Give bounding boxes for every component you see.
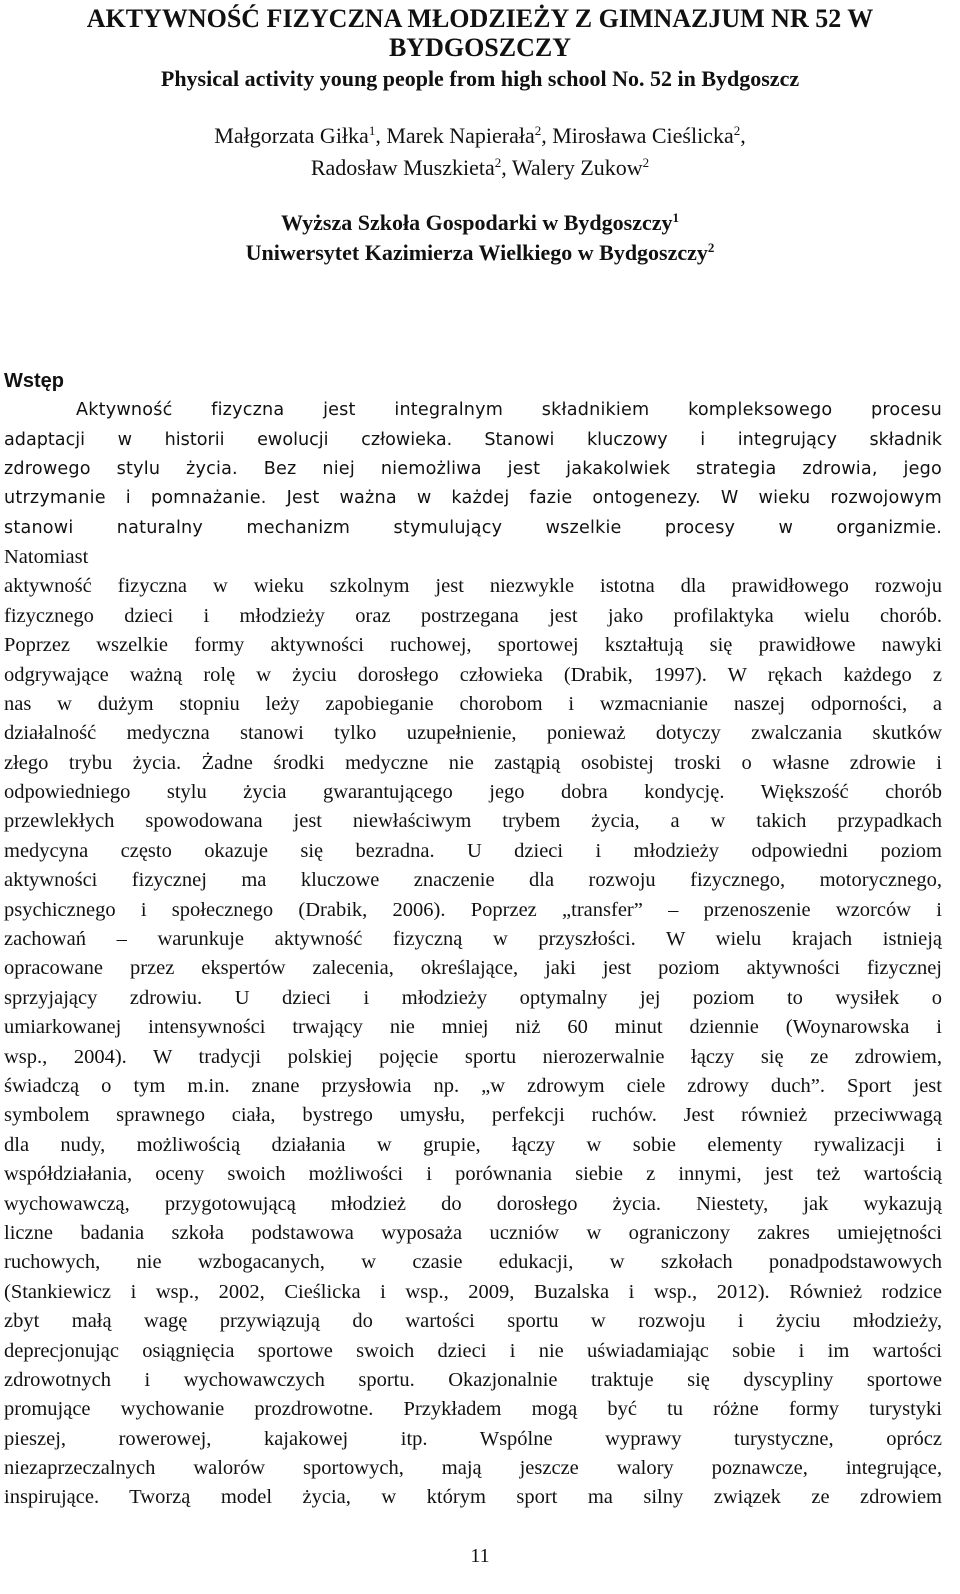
affiliation-marker: 2 <box>707 240 715 255</box>
paragraph-line: przewlekłych spowodowana jest niewłaściwym trybem życia, a w takich przypadkach <box>4 810 942 833</box>
paragraph-line: odgrywające ważną rolę w życiu dorosłego człowieka (Drabik, 1997). W rękach każdego z <box>4 663 942 686</box>
author-name: Małgorzata Giłka <box>214 123 369 148</box>
paragraph-line: opracowane przez ekspertów zalecenia, określające, jaki jest poziom aktywności fizycznej <box>4 957 942 980</box>
author-affiliation-marker: 2 <box>642 155 650 170</box>
author-name: Mirosława Cieślicka <box>552 123 734 148</box>
author-affiliation-marker: 1 <box>368 123 376 138</box>
paragraph-line: dla nudy, możliwością działania w grupie, łączy w sobie elementy rywalizacji i <box>4 1133 942 1156</box>
author-affiliation-marker: 2 <box>494 155 502 170</box>
paragraph-line: umiarkowanej intensywności trwający nie mniej niż 60 minut dziennie (Woynarowska i <box>4 1016 942 1039</box>
author-name: Marek Napierała <box>386 123 535 148</box>
paragraph-line <box>4 425 942 454</box>
paragraph-line: liczne badania szkoła podstawowa wyposaża uczniów w ograniczony zakres umiejętności <box>4 1221 942 1244</box>
author-separator: , <box>740 123 746 148</box>
paragraph-line: (Stankiewicz i wsp., 2002, Cieślicka i wsp., 2009, Buzalska i wsp., 2012). Również rodzice <box>4 1280 942 1303</box>
paragraph-line: wsp., 2004). W tradycji polskiej pojęcie sportu nierozerwalnie łączy się ze zdrowiem, <box>4 1045 942 1068</box>
paragraph-line: złego trybu życia. Żadne środki medyczne nie zastąpią osobistej troski o własne zdrowie i <box>4 751 942 774</box>
author-affiliation-marker: 2 <box>733 123 741 138</box>
author-name: Walery Zukow <box>511 155 643 180</box>
line-segment: W wieku rozwojowym <box>720 488 943 509</box>
author-affiliation-marker: 2 <box>534 123 542 138</box>
paragraph-line: inspirujące. Tworzą model życia, w którym sport ma silny związek ze zdrowiem <box>4 1486 942 1509</box>
paragraph-line <box>4 543 942 572</box>
author-separator: , <box>541 123 553 148</box>
paragraph-line: wychowawczą, przygotowującą młodzież do dorosłego życia. Niestety, jak wykazują <box>4 1192 942 1215</box>
affiliation-name: Wyższa Szkoła Gospodarki w Bydgoszczy <box>280 210 673 235</box>
paragraph-line: ruchowych, nie wzbogacanych, w czasie edukacji, w szkołach ponadpodstawowych <box>4 1251 942 1274</box>
author-list <box>0 120 960 184</box>
paragraph-line: nas w dużym stopniu leży zapobieganie chorobom i wzmacnianie naszej odporności, a <box>4 692 942 715</box>
paragraph-line: świadczą o tym m.in. znane przysłowia np. „w zdrowym ciele zdrowy duch”. Sport jest <box>4 1074 942 1097</box>
affiliation-marker: 1 <box>672 210 680 225</box>
paragraph-line: medycyna często okazuje się bezradna. U dzieci i młodzieży odpowiedni poziom <box>4 839 942 862</box>
author-line-2 <box>0 152 960 184</box>
article-title-polish: AKTYWNOŚĆ FIZYCZNA MŁODZIEŻY Z GIMNAZJUM NR 52 W BYDGOSZCZY <box>86 4 874 62</box>
affiliation-item <box>0 238 960 268</box>
article-header <box>0 4 960 268</box>
paragraph-line: deprecjonując osiągnięcia sportowe swoich dzieci i nie uświadamiając sobie i im wartości <box>4 1339 942 1362</box>
author-line-1 <box>0 120 960 152</box>
line-segment: Jest ważna w każdej fazie ontogenezy. <box>286 488 701 509</box>
line-segment: Natomiast <box>4 545 89 568</box>
paragraph-line: odpowiedniego stylu życia gwarantującego jego dobra kondycję. Większość chorób <box>4 781 942 804</box>
line-segment: zdrowego stylu życia. <box>4 458 238 479</box>
paragraph-line: zdrowotnych i wychowawczych sportu. Okazjonalnie traktuje się dyscypliny sportowe <box>4 1368 942 1391</box>
paragraph-line: Poprzez wszelkie formy aktywności ruchowej, sportowej kształtują się prawidłowe nawyki <box>4 634 942 657</box>
author-separator: , <box>501 155 512 180</box>
line-segment: Bez niej niemożliwa jest jakakolwiek strategia zdrowia, jego <box>263 458 942 479</box>
paragraph-line: aktywności fizycznej ma kluczowe znaczenie dla rozwoju fizycznego, motorycznego, <box>4 869 942 892</box>
paragraph-line: zbyt małą wagę przywiązują do wartości sportu w rozwoju i życiu młodzieży, <box>4 1310 942 1333</box>
paragraph-line: zachowań – warunkuje aktywność fizyczną w przyszłości. W wielu krajach istnieją <box>4 928 942 951</box>
author-name: Radosław Muszkieta <box>310 155 495 180</box>
paragraph-line: pieszej, rowerowej, kajakowej itp. Wspólne wyprawy turystyczne, oprócz <box>4 1427 942 1450</box>
paragraph-line: psychicznego i społecznego (Drabik, 2006). Poprzez „transfer” – przenoszenie wzorców i <box>4 898 942 921</box>
paragraph-line: fizycznego dzieci i młodzieży oraz postrzegana jest jako profilaktyka wielu chorób. <box>4 604 942 627</box>
section-heading: Wstęp <box>4 370 64 392</box>
paragraph-line <box>4 484 942 513</box>
line-segment: utrzymanie i pomnażanie. <box>4 488 267 509</box>
paragraph-line: współdziałania, oceny swoich możliwości i porównania siebie z innymi, jest też wartością <box>4 1163 942 1186</box>
affiliation-name: Uniwersytet Kazimierza Wielkiego w Bydgoszczy <box>245 240 708 265</box>
section-body <box>4 396 942 1513</box>
paragraph-line: symbolem sprawnego ciała, bystrego umysłu, perfekcji ruchów. Jest również przeciwwagą <box>4 1104 942 1127</box>
line-segment: adaptacji w historii ewolucji człowieka. <box>4 430 453 451</box>
affiliation-item <box>0 208 960 238</box>
paragraph-line: niezaprzeczalnych walorów sportowych, mają jeszcze walory poznawcze, integrujące, <box>4 1457 942 1480</box>
paragraph-line: stanowi naturalny mechanizm stymulujący wszelkie procesy w organizmie. <box>4 517 942 538</box>
line-segment: Stanowi kluczowy i integrujący składnik <box>484 430 942 451</box>
affiliation-list <box>0 208 960 268</box>
paragraph-line: działalność medyczna stanowi tylko uzupełnienie, ponieważ dotyczy zwalczania skutków <box>4 722 942 745</box>
paragraph-line <box>4 455 942 484</box>
author-separator: , <box>375 123 387 148</box>
paragraph-line: sprzyjający zdrowiu. U dzieci i młodzieży optymalny jej poziom to wysiłek o <box>4 986 942 1009</box>
paragraph-line: Aktywność fizyczna jest integralnym składnikiem kompleksowego procesu <box>76 400 942 420</box>
paragraph-line: aktywność fizyczna w wieku szkolnym jest niezwykle istotna dla prawidłowego rozwoju <box>4 575 942 598</box>
article-title-english: Physical activity young people from high school No. 52 in Bydgoszcz <box>160 66 800 91</box>
page-number: 11 <box>470 1545 490 1567</box>
paragraph-line: promujące wychowanie prozdrowotne. Przykładem mogą być tu różne formy turystyki <box>4 1398 942 1421</box>
